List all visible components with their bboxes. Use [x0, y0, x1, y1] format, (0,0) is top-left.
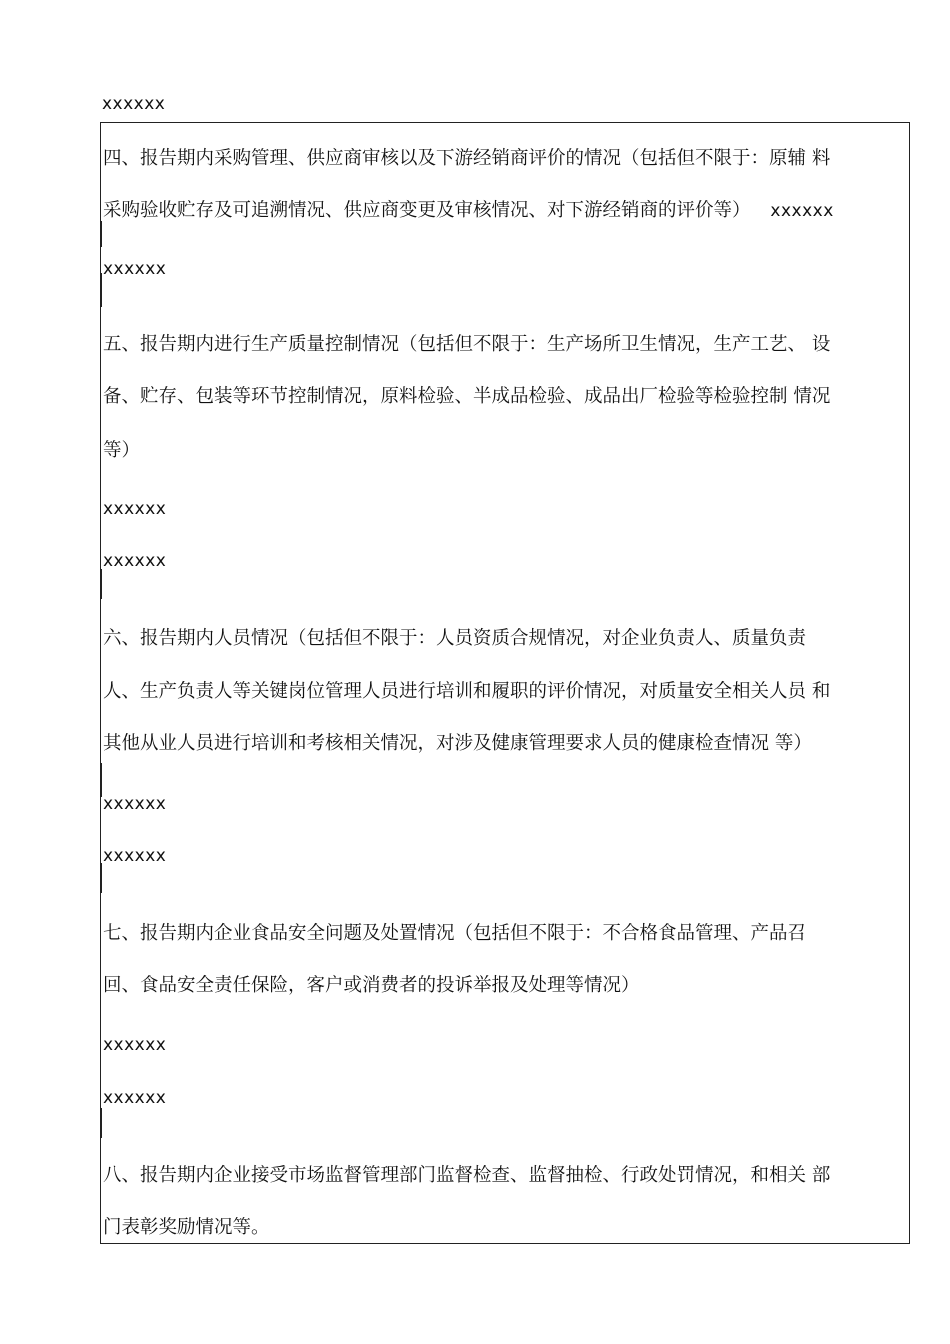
section-4-line-2-placeholder: xxxxxx	[770, 201, 834, 221]
left-tick	[101, 221, 102, 247]
section-5-placeholder-1: xxxxxx	[103, 499, 167, 519]
report-table	[100, 122, 910, 1244]
section-4-placeholder-1: xxxxxx	[103, 259, 167, 279]
left-tick	[101, 1108, 102, 1138]
section-5-line-3: 等）	[103, 440, 141, 461]
section-6-placeholder-2: xxxxxx	[103, 846, 167, 866]
section-7-line-2: 回、食品安全责任保险，客户或消费者的投诉举报及处理等情况）	[103, 975, 640, 996]
section-5-placeholder-2: xxxxxx	[103, 551, 167, 571]
section-7-placeholder-2: xxxxxx	[103, 1088, 167, 1108]
left-tick	[101, 863, 102, 893]
left-tick	[101, 763, 102, 797]
section-6-line-3: 其他从业人员进行培训和考核相关情况，对涉及健康管理要求人员的健康检查情况 等）	[103, 733, 812, 754]
section-4-line-2-text: 采购验收贮存及可追溯情况、供应商变更及审核情况、对下游经销商的评价等）	[103, 200, 751, 221]
section-6-placeholder-1: xxxxxx	[103, 794, 167, 814]
section-4-line-2	[103, 185, 909, 237]
section-7-placeholder-1: xxxxxx	[103, 1035, 167, 1055]
section-4-line-1: 四、报告期内采购管理、供应商审核以及下游经销商评价的情况（包括但不限于：原辅 料	[103, 148, 831, 169]
section-8-line-2: 门表彰奖励情况等。	[103, 1217, 270, 1238]
section-5-line-2: 备、贮存、包装等环节控制情况，原料检验、半成品检验、成品出厂检验等检验控制 情况	[103, 386, 831, 407]
top-placeholder: xxxxxx	[102, 94, 166, 114]
section-7-line-1: 七、报告期内企业食品安全问题及处置情况（包括但不限于：不合格食品管理、产品召	[103, 923, 807, 944]
section-5-line-1: 五、报告期内进行生产质量控制情况（包括但不限于：生产场所卫生情况，生产工艺、 设	[103, 334, 831, 355]
section-6-line-1: 六、报告期内人员情况（包括但不限于：人员资质合规情况，对企业负责人、质量负责	[103, 628, 807, 649]
left-tick	[101, 569, 102, 599]
section-6-line-2: 人、生产负责人等关键岗位管理人员进行培训和履职的评价情况，对质量安全相关人员 和	[103, 681, 831, 702]
section-8-line-1: 八、报告期内企业接受市场监督管理部门监督检查、监督抽检、行政处罚情况，和相关 部	[103, 1165, 831, 1186]
left-tick	[101, 273, 102, 307]
